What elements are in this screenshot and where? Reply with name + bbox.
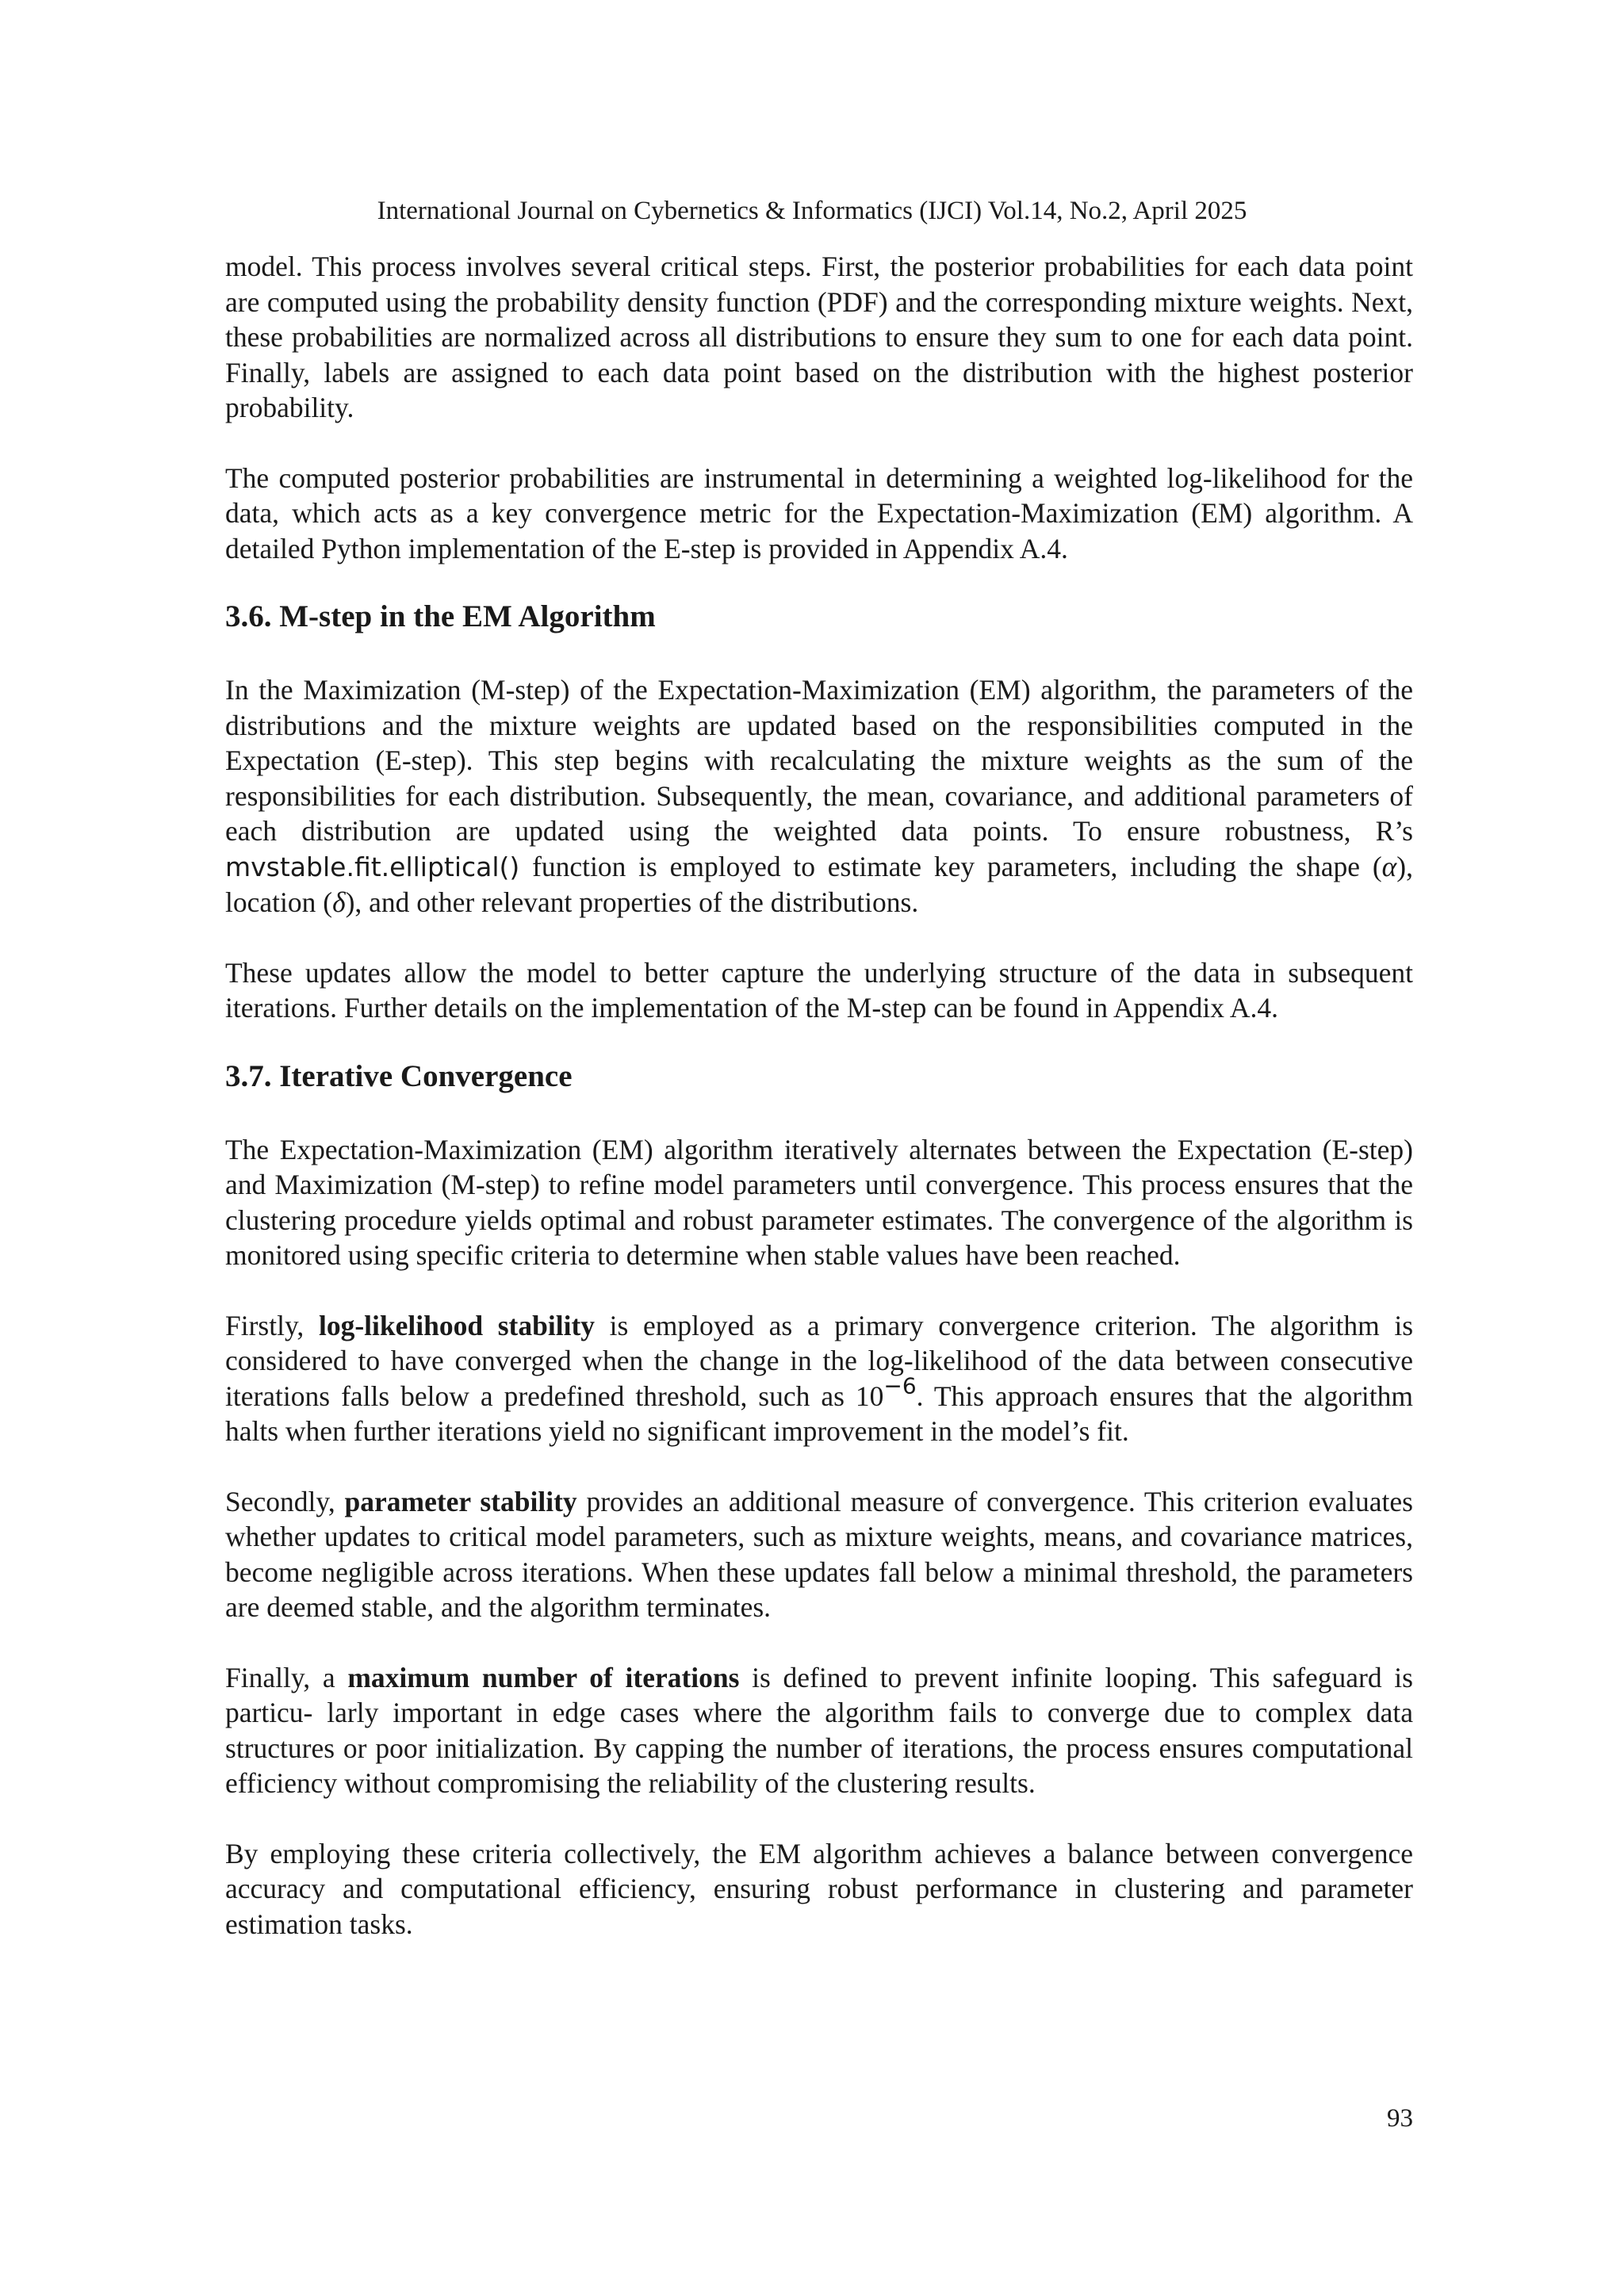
text-span: ), location ( bbox=[225, 850, 1413, 918]
text-span: Firstly, bbox=[225, 1309, 319, 1341]
text-span: is employed as a primary convergence criterion. The algorithm is considered to have converged when the change in the log-likelihood of the data between consecutive iterations falls below a predefined threshold, such as bbox=[225, 1309, 1414, 1412]
section-3-7-paragraph-5: By employing these criteria collectively, the EM algorithm achieves a balance between convergence accuracy and computational efficiency, ensuring robust performance in clustering and parameter estimation tasks. bbox=[225, 1837, 1413, 1940]
journal-running-header: International Journal on Cybernetics & Informatics (IJCI) Vol.14, No.2, April 2025 bbox=[377, 197, 1247, 225]
page-body bbox=[225, 249, 1413, 1942]
intro-paragraph-2: The computed posterior probabilities are instrumental in determining a weighted log-likelihood for the data, which acts as a key convergence metric for the Expectation-Maximization (EM) algorithm. A detailed Python implementation of the E-step is provided in Appendix A.4. bbox=[225, 461, 1413, 564]
section-3-6-paragraph-2: These updates allow the model to better capture the underlying structure of the data in subsequent iterations. Further details on the implementation of the M-step can be found in Appendix A.4. bbox=[225, 956, 1413, 1024]
bold-term-log-likelihood-stability: log-likelihood stability bbox=[318, 1309, 596, 1341]
page-number: 93 bbox=[1387, 2104, 1413, 2133]
section-3-7-paragraph-1: The Expectation-Maximization (EM) algorithm iteratively alternates between the Expectation (E-step) and Maximization (M-step) to refine model parameters until convergence. This process ensures that the clustering procedure yields optimal and robust parameter estimates. The convergence of the algorithm is monitored using specific criteria to determine when stable values have been reached. bbox=[225, 1133, 1413, 1271]
math-threshold-exponent: −6 bbox=[883, 1372, 917, 1399]
text-span: provides an additional measure of convergence. This criterion evaluates whether updates to critical model parameters, such as mixture weights, means, and covariance matrices, become negligible across iterations. When these updates fall below a minimal threshold, the parameters are deemed stable, and the algorithm terminates. bbox=[225, 1485, 1413, 1623]
bold-term-parameter-stability: parameter stability bbox=[344, 1485, 577, 1517]
text-span: In the Maximization (M-step) of the Expectation-Maximization (EM) algorithm, the parameters of the distributions and the mixture weights are updated based on the responsibilities computed in the Expectation (E-step). This step begins with recalculating the mixture weights as the sum of the responsibilities for each distribution. Subsequently, the mean, covariance, and additional parameters of each distribution are updated using the weighted data points. To ensure robustness, R’s bbox=[225, 674, 1413, 847]
math-threshold-base: 10 bbox=[855, 1380, 884, 1412]
text-span: is defined to prevent infinite looping. This safeguard is particu- larly important in edge cases where the algorithm fails to converge due to complex data structures or poor initialization. By capping the number of iterations, the process ensures computational efficiency without compromising the reliability of the clustering results. bbox=[225, 1661, 1413, 1799]
math-delta: δ bbox=[332, 886, 346, 918]
text-span: . This approach ensures that the algorithm halts when further iterations yield no significant improvement in the model’s fit. bbox=[225, 1380, 1413, 1447]
section-3-7-paragraph-2 bbox=[225, 1308, 1413, 1449]
section-3-6-paragraph-1 bbox=[225, 672, 1413, 920]
text-span: Finally, a bbox=[225, 1661, 348, 1693]
section-3-7-heading: 3.7. Iterative Convergence bbox=[225, 1058, 573, 1093]
bold-term-maximum-iterations: maximum number of iterations bbox=[347, 1661, 740, 1693]
text-span: Secondly, bbox=[225, 1485, 345, 1517]
intro-paragraph-1: model. This process involves several critical steps. First, the posterior probabilities for each data point are computed using the probability density function (PDF) and the corresponding mixture weights. Next, these probabilities are normalized across all distributions to ensure they sum to one for each data point. Finally, labels are assigned to each data point based on the distribution with the highest posterior probability. bbox=[225, 251, 1413, 423]
inline-code-function: mvstable.fit.elliptical() bbox=[225, 851, 520, 882]
text-span: ), and other relevant properties of the distributions. bbox=[345, 886, 919, 918]
section-3-7-paragraph-3 bbox=[225, 1484, 1413, 1625]
text-span: function is employed to estimate key parameters, including the shape ( bbox=[519, 850, 1382, 882]
section-3-7-paragraph-4 bbox=[225, 1660, 1413, 1801]
section-3-6-heading: 3.6. M-step in the EM Algorithm bbox=[225, 599, 656, 633]
math-alpha: α bbox=[1381, 850, 1397, 882]
